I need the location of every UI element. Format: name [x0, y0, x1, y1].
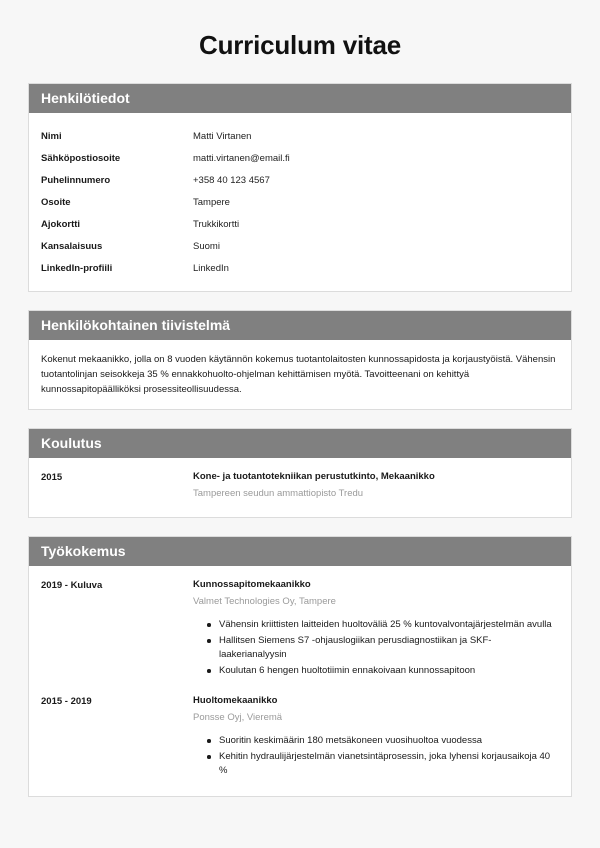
info-value: matti.virtanen@email.fi [193, 152, 290, 164]
info-label: Ajokortti [41, 218, 81, 230]
info-label: Puhelinnumero [41, 174, 111, 186]
info-label: LinkedIn-profiili [41, 262, 113, 274]
list-item: Vähensin kriittisten laitteiden huoltoväliä 25 % kuntovalvontajärjestelmän avulla [207, 618, 559, 632]
entry-period: 2015 [41, 472, 63, 483]
personal-details-table [41, 125, 559, 279]
section-body-personal-summary [29, 340, 571, 409]
info-label: Kansalaisuus [41, 240, 103, 252]
table-row [41, 235, 559, 257]
section-body-education [29, 458, 571, 517]
section-personal-details [28, 83, 572, 292]
info-value-linkedin[interactable]: LinkedIn [193, 262, 229, 274]
entry-title: Kone- ja tuotantotekniikan perustutkinto, Mekaanikko [193, 471, 435, 482]
entry-title: Huoltomekaanikko [193, 695, 278, 706]
list-item: Suoritin keskimäärin 180 metsäkoneen vuosihuoltoa vuodessa [207, 734, 559, 748]
table-row [41, 191, 559, 213]
work-entry [41, 694, 559, 780]
entry-title: Kunnossapitomekaanikko [193, 579, 311, 590]
section-work-experience [28, 536, 572, 797]
page-title: Curriculum vitae [199, 30, 401, 60]
section-body-personal-details [29, 113, 571, 291]
info-value: +358 40 123 4567 [193, 174, 270, 186]
section-education [28, 428, 572, 518]
section-personal-summary [28, 310, 572, 410]
entry-organization: Valmet Technologies Oy, Tampere [193, 596, 336, 607]
list-item: Kehitin hydraulijärjestelmän vianetsintäprosessin, joka lyhensi korjausaikoja 40 % [207, 750, 559, 778]
table-row [41, 125, 559, 147]
info-value: Matti Virtanen [193, 130, 252, 142]
section-header-personal-details: Henkilötiedot [29, 84, 571, 113]
entry-main [193, 694, 559, 780]
work-entry [41, 578, 559, 680]
table-row [41, 213, 559, 235]
list-item: Koulutan 6 hengen huoltotiimin ennakoivaan kunnossapitoon [207, 664, 559, 678]
entry-bullet-list [193, 618, 559, 678]
info-value: Suomi [193, 240, 220, 252]
info-value: Trukkikortti [193, 218, 240, 230]
section-header-work-experience: Työkokemus [29, 537, 571, 566]
entry-period: 2019 - Kuluva [41, 580, 103, 591]
info-value: Tampere [193, 196, 230, 208]
summary-paragraph: Kokenut mekaanikko, jolla on 8 vuoden käytännön kokemus tuotantolaitosten kunnossapidosta ja korjaustyöistä. Vähensin tuotantolinjan seisokkeja 35 % ennakkohuolto-ohjelman kehittämisen myötä. Tavoitteenani on kehittyä kunnossapitopäälliköksi prosessiteollisuudessa. [41, 354, 556, 395]
section-header-education: Koulutus [29, 429, 571, 458]
section-header-personal-summary: Henkilökohtainen tiivistelmä [29, 311, 571, 340]
entry-main [193, 578, 559, 680]
table-row [41, 257, 559, 279]
entry-main [193, 470, 559, 501]
entry-organization: Ponsse Oyj, Vieremä [193, 712, 283, 723]
entry-organization: Tampereen seudun ammattiopisto Tredu [193, 488, 364, 499]
education-entry [41, 470, 559, 501]
entry-period: 2015 - 2019 [41, 696, 92, 707]
info-label: Osoite [41, 196, 71, 208]
section-body-work-experience [29, 566, 571, 796]
info-label: Sähköpostiosoite [41, 152, 121, 164]
table-row [41, 169, 559, 191]
entry-bullet-list [193, 734, 559, 778]
list-item: Hallitsen Siemens S7 -ohjauslogiikan perusdiagnostiikan ja SKF-laakerianalyysin [207, 634, 559, 662]
info-label: Nimi [41, 130, 62, 142]
table-row [41, 147, 559, 169]
